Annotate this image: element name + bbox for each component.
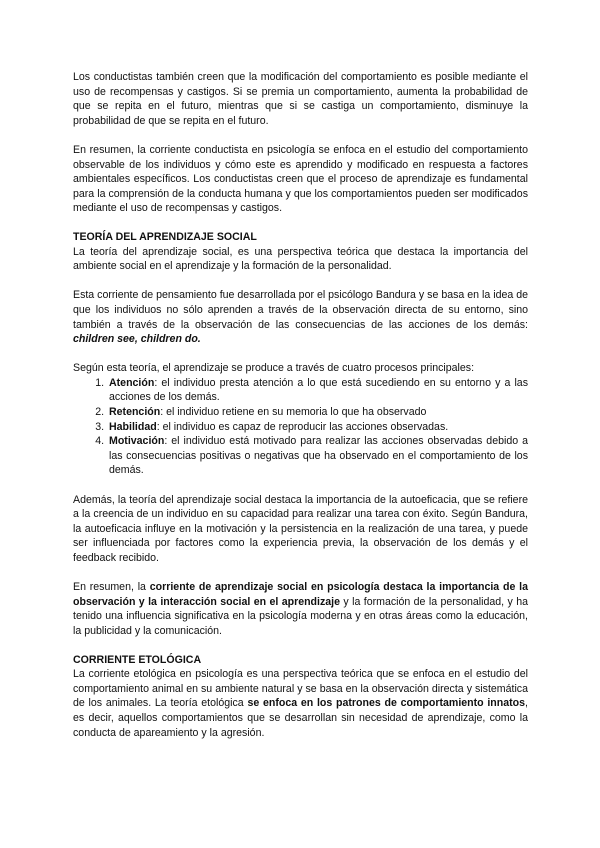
list-item [107, 420, 528, 435]
process-text: : el individuo retiene en su memoria lo que ha observado [160, 406, 427, 419]
paragraph-resumen-conductista: En resumen, la corriente conductista en psicología se enfoca en el estudio del comportamiento observable de los individuos y cómo este es aprendido y modificado en respuesta a factores ambientales específicos. Los conductistas creen que el proceso de aprendizaje es fundamental para la comprensión de la conducta humana y que los comportamientos pueden ser modificados mediante el uso de recompensas y castigos. [73, 143, 528, 215]
process-term: Motivación [109, 435, 165, 448]
document-page [73, 70, 528, 740]
heading-aprendizaje-social: TEORÍA DEL APRENDIZAJE SOCIAL [73, 230, 257, 243]
paragraph-resumen-social [73, 580, 528, 638]
resumen-social-pre: En resumen, la [73, 581, 150, 594]
paragraph-recompensas: Los conductistas también creen que la modificación del comportamiento es posible mediante el uso de recompensas y castigos. Si se premia un comportamiento, aumenta la probabilidad de que se repita en el futuro, mientras que si se castiga un comportamiento, disminuye la probabilidad de que se repita en el futuro. [73, 71, 528, 127]
list-item [107, 434, 528, 478]
list-item [107, 376, 528, 405]
process-term: Atención [109, 376, 155, 389]
etologica-bold: se enfoca en los patrones de comportamiento innatos [247, 697, 526, 710]
process-text: : el individuo está motivado para realizar las acciones observadas debido a las consecuencias positivas o negativas que ha observado en el comportamiento de los demás. [109, 435, 528, 477]
emphasis-children-see: children see, children do. [73, 333, 201, 346]
paragraph-bandura [73, 288, 528, 346]
process-term: Retención [109, 406, 161, 419]
etologica-pre: La corriente etológica en psicología es una perspectiva teórica que se enfoca en el estudio del comportamiento animal en su ambiente natural y se basa en la observación directa y sistemática de los animales. La teoría etológica [73, 668, 528, 710]
paragraph-procesos-intro: Según esta teoría, el aprendizaje se produce a través de cuatro procesos principales: [73, 362, 475, 375]
paragraph-teoria-social: La teoría del aprendizaje social, es una perspectiva teórica que destaca la importancia del ambiente social en el aprendizaje y la formación de la personalidad. [73, 245, 528, 273]
paragraph-etologica [73, 667, 528, 740]
process-text: : el individuo es capaz de reproducir las acciones observadas. [156, 420, 449, 433]
process-list [73, 376, 528, 478]
heading-corriente-etologica: CORRIENTE ETOLÓGICA [73, 653, 202, 666]
list-item [107, 405, 528, 420]
process-text: : el individuo presta atención a lo que está sucediendo en su entorno y a las acciones de los demás. [109, 376, 528, 404]
etologica-post: , es decir, aquellos comportamientos que se desarrollan sin necesidad de aprendizaje, como la conducta de apareamiento y la agresión. [73, 697, 528, 739]
resumen-social-post: y la formación de la personalidad, y ha tenido una influencia significativa en la psicología moderna y en otras áreas como la educación, la publicidad y la comunicación. [73, 595, 528, 637]
paragraph-autoeficacia: Además, la teoría del aprendizaje social destaca la importancia de la autoeficacia, que se refiere a la creencia de un individuo en su capacidad para realizar una tarea con éxito. Según Bandura, la autoeficacia influye en la motivación y la persistencia en la realización de una tarea, y puede ser influenciada por factores como la experiencia previa, la observación de los demás y el feedback recibido. [73, 493, 528, 564]
process-term: Habilidad [109, 420, 157, 433]
resumen-social-bold: corriente de aprendizaje social en psicología destaca la importancia de la observación y la interacción social en el aprendizaje [73, 581, 528, 608]
paragraph-bandura-text: Esta corriente de pensamiento fue desarrollada por el psicólogo Bandura y se basa en la idea de que los individuos no sólo aprenden a través de la observación directa de su entorno, sino también a través de la observación de las consecuencias de las acciones de los demás: [73, 289, 528, 331]
